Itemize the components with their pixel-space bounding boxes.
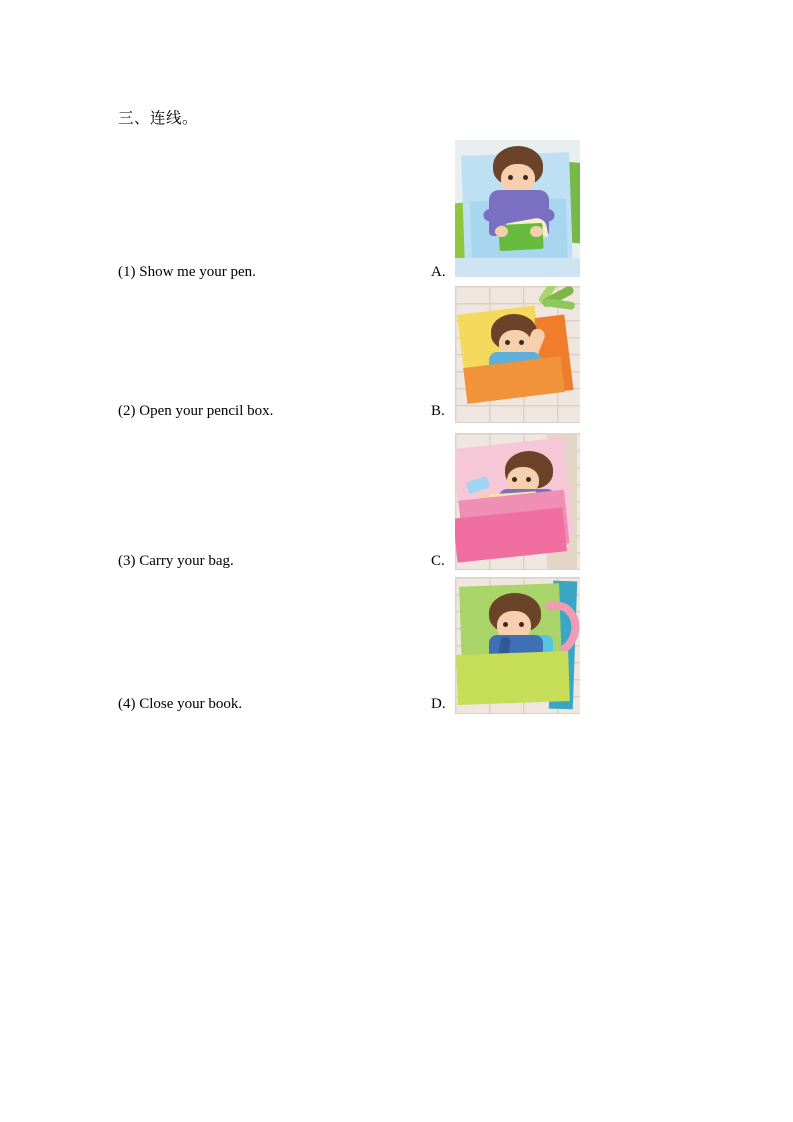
question-item-1: (1) Show me your pen. — [118, 264, 256, 280]
image-b-boy-eye-right — [519, 340, 524, 345]
question-item-4: (4) Close your book. — [118, 696, 243, 712]
image-c-boy-eye-right — [526, 477, 531, 482]
option-image-d — [455, 577, 580, 714]
image-b-boy-eye-left — [505, 340, 510, 345]
question-item-2: (2) Open your pencil box. — [118, 403, 274, 419]
option-letter-a: A. — [431, 264, 446, 280]
image-a-desk — [455, 258, 580, 277]
image-a-boy-hand-right — [530, 226, 543, 237]
image-a-boy-eye-right — [523, 175, 528, 180]
image-c-boy-eye-left — [512, 477, 517, 482]
option-image-b — [455, 286, 580, 423]
page-title: 三、连线。 — [118, 109, 199, 127]
image-d-lime-panel — [456, 651, 570, 705]
option-image-a — [455, 140, 580, 277]
image-a-boy-eye-left — [508, 175, 513, 180]
image-a-boy-hand-left — [495, 226, 508, 237]
image-d-boy-eye-right — [519, 622, 524, 627]
image-d-boy-eye-left — [503, 622, 508, 627]
question-item-3: (3) Carry your bag. — [118, 553, 234, 569]
option-letter-d: D. — [431, 696, 446, 712]
option-letter-b: B. — [431, 403, 445, 419]
option-letter-c: C. — [431, 553, 445, 569]
option-image-c — [455, 433, 580, 570]
